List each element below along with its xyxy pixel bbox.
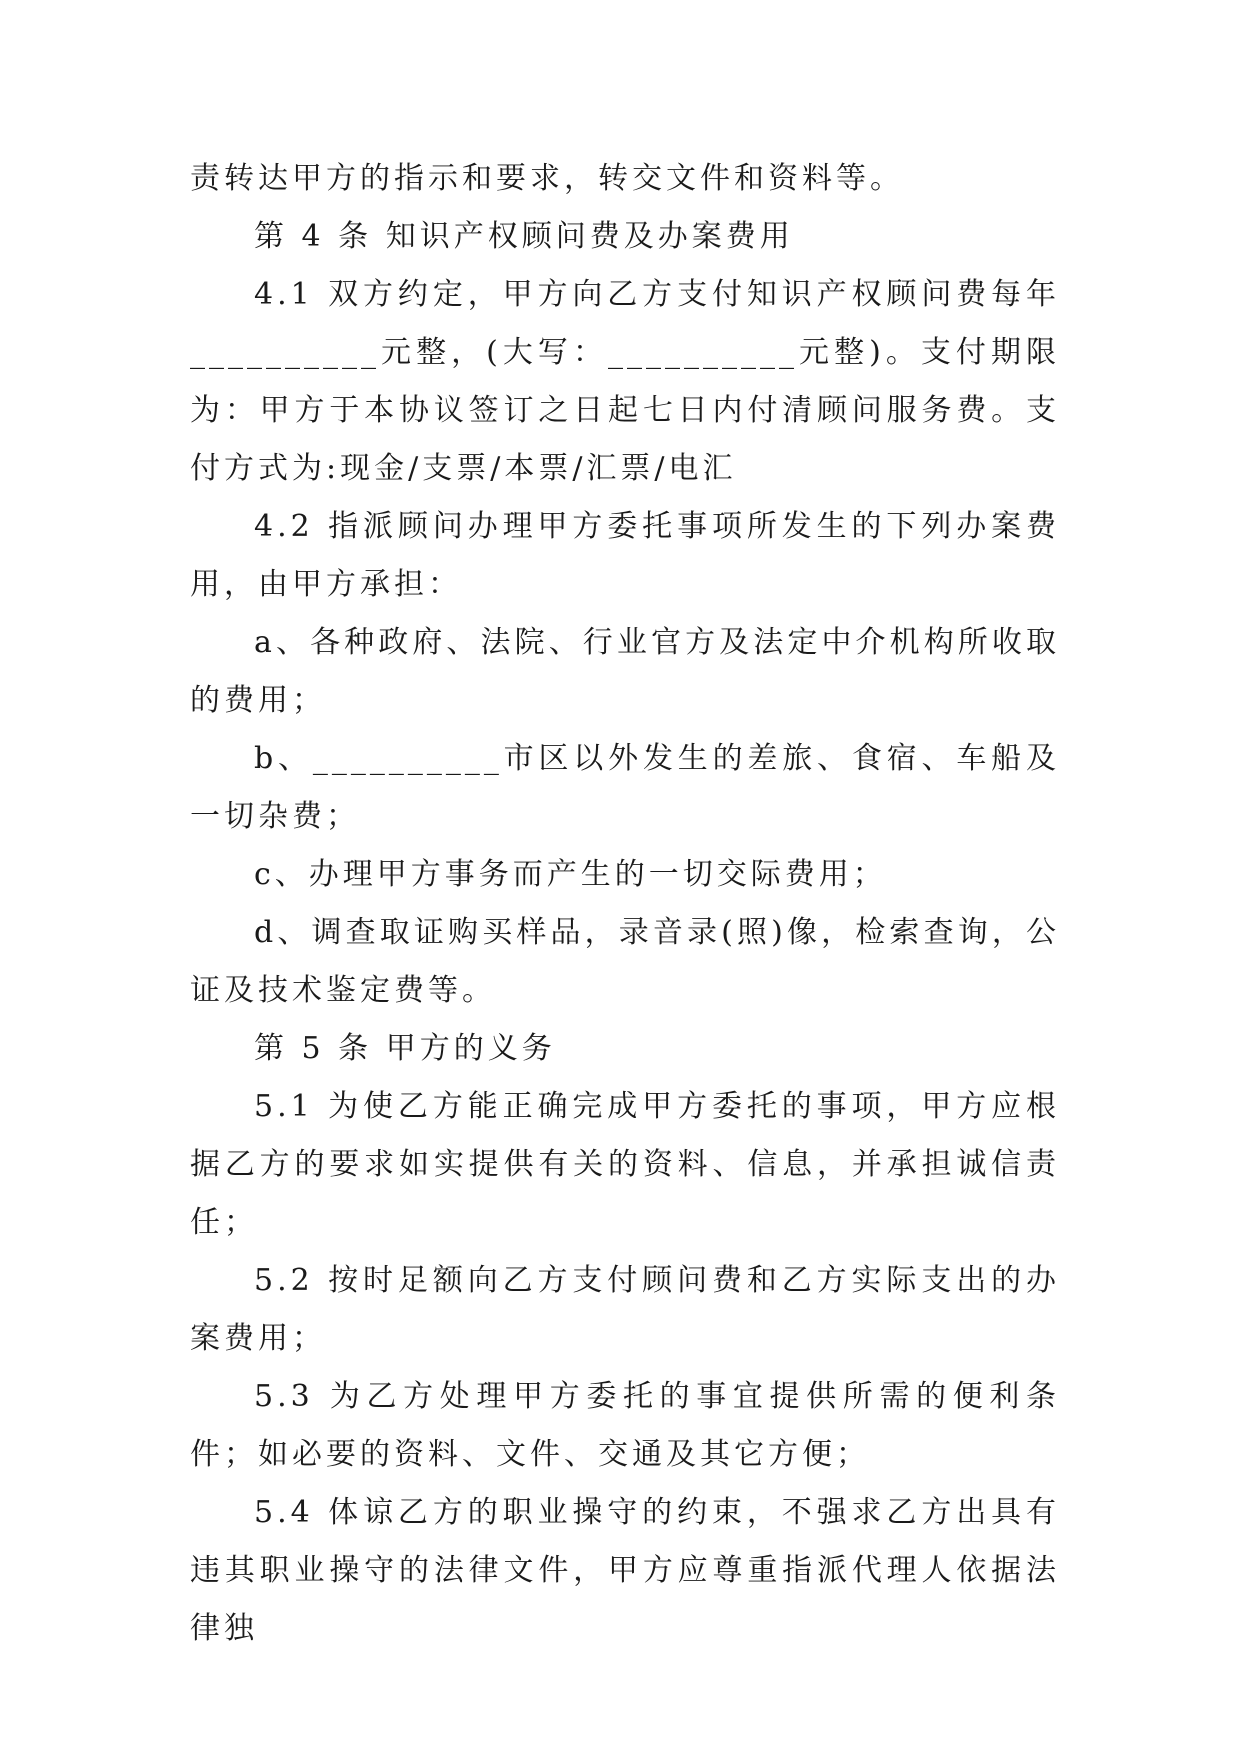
clause-5-1: 5.1 为使乙方能正确完成甲方委托的事项，甲方应根据乙方的要求如实提供有关的资料、信息，并承担诚信责任； [190, 1089, 1060, 1240]
clause-5-4: 5.4 体谅乙方的职业操守的约束，不强求乙方出具有违其职业操守的法律文件，甲方应尊重指派代理人依据法律独 [190, 1495, 1060, 1646]
clause-5-2: 5.2 按时足额向乙方支付顾问费和乙方实际支出的办案费用； [190, 1263, 1060, 1356]
clause-4-2: 4.2 指派顾问办理甲方委托事项所发生的下列办案费用，由甲方承担： [190, 509, 1060, 602]
paragraph-continuation: 责转达甲方的指示和要求，转交文件和资料等。 [190, 161, 904, 196]
document-body [190, 150, 1060, 1658]
clause-5-3: 5.3 为乙方处理甲方委托的事宜提供所需的便利条件；如必要的资料、文件、交通及其它方便； [190, 1379, 1060, 1472]
clause-4-2-b: b、__________市区以外发生的差旅、食宿、车船及一切杂费； [190, 741, 1060, 834]
article-4-heading: 第 4 条 知识产权顾问费及办案费用 [254, 219, 794, 254]
article-5-heading: 第 5 条 甲方的义务 [254, 1031, 556, 1066]
clause-4-1: 4.1 双方约定，甲方向乙方支付知识产权顾问费每年__________元整，(大写：__________元整)。支付期限为：甲方于本协议签订之日起七日内付清顾问服务费。支付方式为:现金/支票/本票/汇票/电汇 [190, 277, 1060, 486]
clause-4-2-c: c、办理甲方事务而产生的一切交际费用； [254, 857, 887, 892]
clause-4-2-a: a、各种政府、法院、行业官方及法定中介机构所收取的费用； [190, 625, 1060, 718]
clause-4-2-d: d、调查取证购买样品，录音录(照)像，检索查询，公证及技术鉴定费等。 [190, 915, 1060, 1008]
